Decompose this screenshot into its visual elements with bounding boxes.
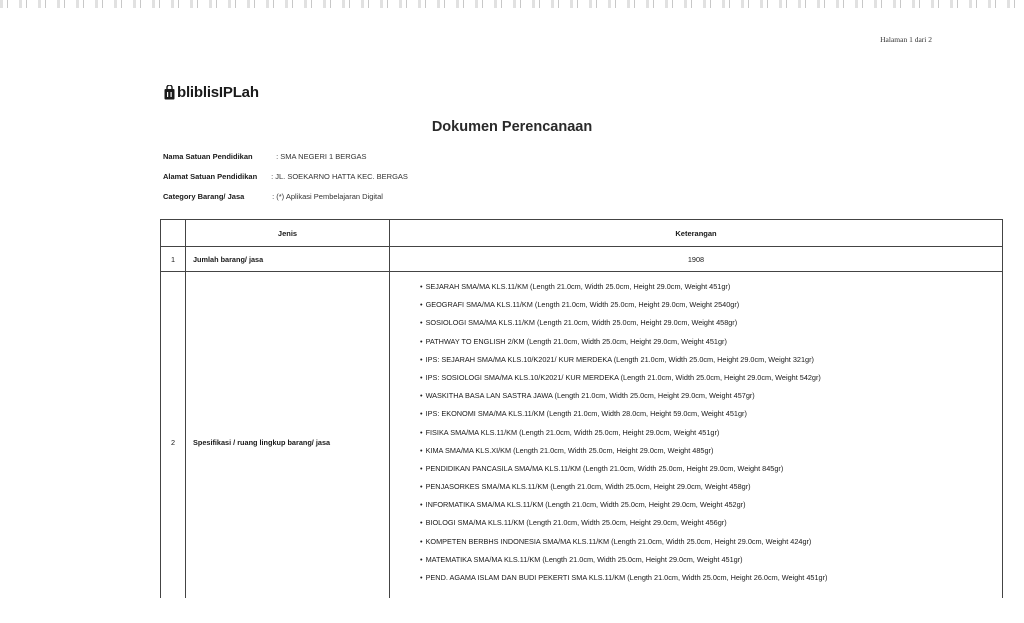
row-keterangan: 1908 [390,247,1003,272]
list-item: • PEND. AGAMA ISLAM DAN BUDI PEKERTI SMA KLS.11/KM (Length 21.0cm, Width 25.0cm, Height 26.0cm, Weight 451gr) [420,572,1002,590]
document-title: Dokumen Perencanaan [431,119,593,135]
list-item: • WASKITHA BASA LAN SASTRA JAWA (Length 21.0cm, Width 25.0cm, Height 29.0cm, Weight 457gr) [420,390,1002,408]
row-keterangan [390,272,1003,613]
list-item: • SOSIOLOGI SMA/MA KLS.11/KM (Length 21.0cm, Width 25.0cm, Height 29.0cm, Weight 458gr) [420,317,1002,335]
list-item: • IPS: SOSIOLOGI SMA/MA KLS.10/K2021/ KUR MERDEKA (Length 21.0cm, Width 25.0cm, Height 29.0cm, Weight 542gr) [420,372,1002,390]
meta-value: : JL. SOEKARNO HATTA KEC. BERGAS [271,172,408,181]
list-item: • INFORMATIKA SMA/MA KLS.11/KM (Length 21.0cm, Width 25.0cm, Height 29.0cm, Weight 452gr) [420,499,1002,517]
meta-school-name [163,152,367,161]
list-item: • IPS: SEJARAH SMA/MA KLS.10/K2021/ KUR MERDEKA (Length 21.0cm, Width 25.0cm, Height 29.0cm, Weight 321gr) [420,354,1002,372]
header-number [161,220,186,247]
table-row [161,247,1003,272]
page-cutoff [0,598,1024,623]
list-item: • IPS: EKONOMI SMA/MA KLS.11/KM (Length 21.0cm, Width 28.0cm, Height 59.0cm, Weight 451gr) [420,408,1002,426]
meta-label: Category Barang/ Jasa [163,192,245,201]
row-jenis: Spesifikasi / ruang lingkup barang/ jasa [186,272,390,613]
row-jenis: Jumlah barang/ jasa [186,247,390,272]
meta-value: : SMA NEGERI 1 BERGAS [276,152,367,161]
list-item: • MATEMATIKA SMA/MA KLS.11/KM (Length 21.0cm, Width 25.0cm, Height 29.0cm, Weight 451gr) [420,554,1002,572]
logo-text: bliblisIPLah [177,84,259,101]
list-item: • KOMPETEN BERBHS INDONESIA SMA/MA KLS.11/KM (Length 21.0cm, Width 25.0cm, Height 29.0cm, Weight 424gr) [420,536,1002,554]
list-item: • KIMA SMA/MA KLS.XI/KM (Length 21.0cm, Width 25.0cm, Height 29.0cm, Weight 485gr) [420,445,1002,463]
list-item: • FISIKA SMA/MA KLS.11/KM (Length 21.0cm, Width 25.0cm, Height 29.0cm, Weight 451gr) [420,427,1002,445]
table-row [161,272,1003,613]
list-item: • PENDIDIKAN PANCASILA SMA/MA KLS.11/KM (Length 21.0cm, Width 25.0cm, Height 29.0cm, Weight 845gr) [420,463,1002,481]
row-number: 2 [161,272,186,613]
specification-table [160,219,1003,613]
table-header-row [161,220,1003,247]
list-item: • BIOLOGI SMA/MA KLS.11/KM (Length 21.0cm, Width 25.0cm, Height 29.0cm, Weight 456gr) [420,517,1002,535]
header-jenis: Jenis [186,220,390,247]
meta-label: Nama Satuan Pendidikan [163,152,253,161]
shopping-bag-icon [164,85,175,100]
header-keterangan: Keterangan [390,220,1003,247]
meta-school-address [163,172,408,181]
meta-category [163,192,383,201]
scan-edge-artifact [0,0,1024,8]
brand-logo [164,84,259,101]
list-item: • SEJARAH SMA/MA KLS.11/KM (Length 21.0cm, Width 25.0cm, Height 29.0cm, Weight 451gr) [420,281,1002,299]
list-item: • PENJASORKES SMA/MA KLS.11/KM (Length 21.0cm, Width 25.0cm, Height 29.0cm, Weight 458gr) [420,481,1002,499]
row-number: 1 [161,247,186,272]
list-item: • PATHWAY TO ENGLISH 2/KM (Length 21.0cm, Width 25.0cm, Height 29.0cm, Weight 451gr) [420,336,1002,354]
meta-value: : (*) Aplikasi Pembelajaran Digital [272,192,383,201]
page-number: Halaman 1 dari 2 [880,35,932,44]
list-item: • GEOGRAFI SMA/MA KLS.11/KM (Length 21.0cm, Width 25.0cm, Height 29.0cm, Weight 2540gr) [420,299,1002,317]
meta-label: Alamat Satuan Pendidikan [163,172,258,181]
spec-list [420,281,1002,590]
